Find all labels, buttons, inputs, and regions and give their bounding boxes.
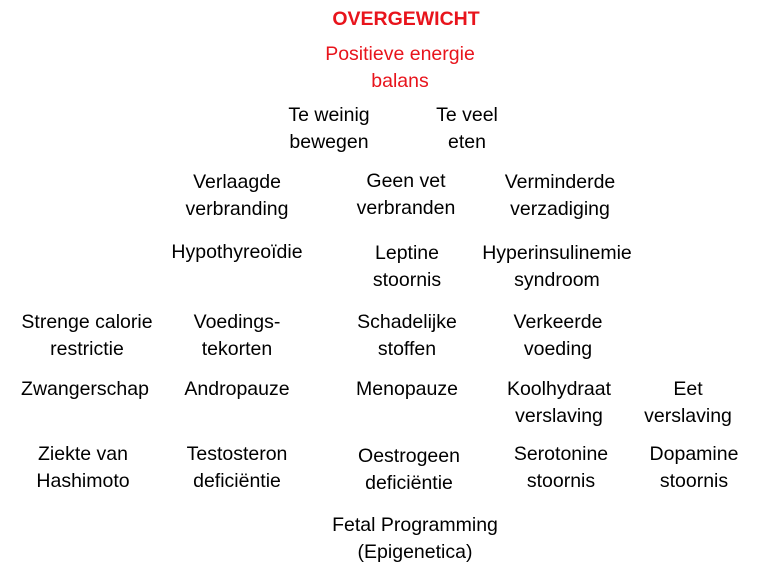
node-too-little-exercise: [288, 102, 369, 156]
node-line: deficiëntie: [193, 470, 281, 492]
node-line: Te veel: [436, 104, 498, 126]
node-line: balans: [371, 70, 429, 92]
node-eating-too-much: [436, 102, 498, 156]
diagram-title: [332, 6, 479, 33]
node-line: deficiëntie: [365, 472, 453, 494]
node-line: verzadiging: [510, 198, 610, 220]
node-line: Menopauze: [356, 378, 458, 400]
node-dopamine-disorder: [650, 441, 739, 495]
node-leptin-disorder: [373, 240, 441, 294]
node-andropause: [184, 376, 289, 403]
node-line: verbranding: [185, 198, 289, 220]
node-line: Verlaagde: [193, 171, 281, 193]
node-line: Geen vet: [366, 170, 446, 192]
title-text: OVERGEWICHT: [332, 8, 480, 30]
node-reduced-satiety: [505, 169, 616, 223]
node-line: restrictie: [50, 338, 124, 360]
node-fetal-programming: [332, 512, 498, 566]
node-wrong-diet: [514, 309, 603, 363]
node-estrogen-deficiency: [358, 443, 460, 497]
node-hyperinsulinemia: [482, 240, 632, 294]
node-positive-energy-balance: [325, 41, 475, 95]
node-nutrient-deficiencies: [194, 309, 281, 363]
node-line: Fetal Programming: [332, 514, 498, 536]
node-line: stoornis: [659, 470, 729, 492]
node-line: bewegen: [289, 131, 369, 153]
node-serotonin-disorder: [514, 441, 608, 495]
node-line: Eet: [673, 378, 703, 400]
node-menopause: [356, 376, 458, 403]
node-line: Zwangerschap: [21, 378, 149, 400]
node-hashimoto-disease: [36, 441, 129, 495]
node-line: Leptine: [375, 242, 439, 264]
node-hypothyroidism: [171, 239, 302, 266]
node-line: Koolhydraat: [506, 378, 612, 400]
node-line: Hashimoto: [36, 470, 130, 492]
node-line: verbranden: [356, 197, 456, 219]
node-line: Testosteron: [186, 443, 288, 465]
node-line: Schadelijke: [357, 311, 457, 333]
node-line: Andropauze: [184, 378, 290, 400]
node-line: (Epigenetica): [357, 541, 473, 563]
node-carbohydrate-addiction: [507, 376, 611, 430]
node-line: Te weinig: [288, 104, 370, 126]
node-line: Dopamine: [649, 443, 739, 465]
node-line: Voedings-: [193, 311, 281, 333]
node-line: Strenge calorie: [21, 311, 153, 333]
node-reduced-burning: [186, 169, 289, 223]
node-line: Hyperinsulinemie: [482, 242, 632, 264]
node-line: Positieve energie: [325, 43, 475, 65]
node-food-addiction: [644, 376, 732, 430]
node-line: Serotonine: [513, 443, 609, 465]
node-strict-calorie-restriction: [21, 309, 152, 363]
node-line: eten: [448, 131, 486, 153]
node-line: Ziekte van: [38, 443, 128, 465]
node-line: voeding: [523, 338, 593, 360]
node-line: stoornis: [372, 269, 442, 291]
node-line: verslaving: [644, 405, 732, 427]
node-line: syndroom: [514, 269, 600, 291]
node-harmful-substances: [357, 309, 457, 363]
node-line: Oestrogeen: [358, 445, 460, 467]
node-line: Verminderde: [504, 171, 616, 193]
node-line: stoornis: [526, 470, 596, 492]
node-line: Verkeerde: [513, 311, 603, 333]
node-line: stoffen: [377, 338, 437, 360]
node-testosterone-deficiency: [187, 441, 288, 495]
node-line: Hypothyreoïdie: [171, 241, 303, 263]
node-no-fat-burning: [357, 168, 456, 222]
node-line: verslaving: [515, 405, 603, 427]
node-pregnancy: [21, 376, 149, 403]
node-line: tekorten: [201, 338, 273, 360]
